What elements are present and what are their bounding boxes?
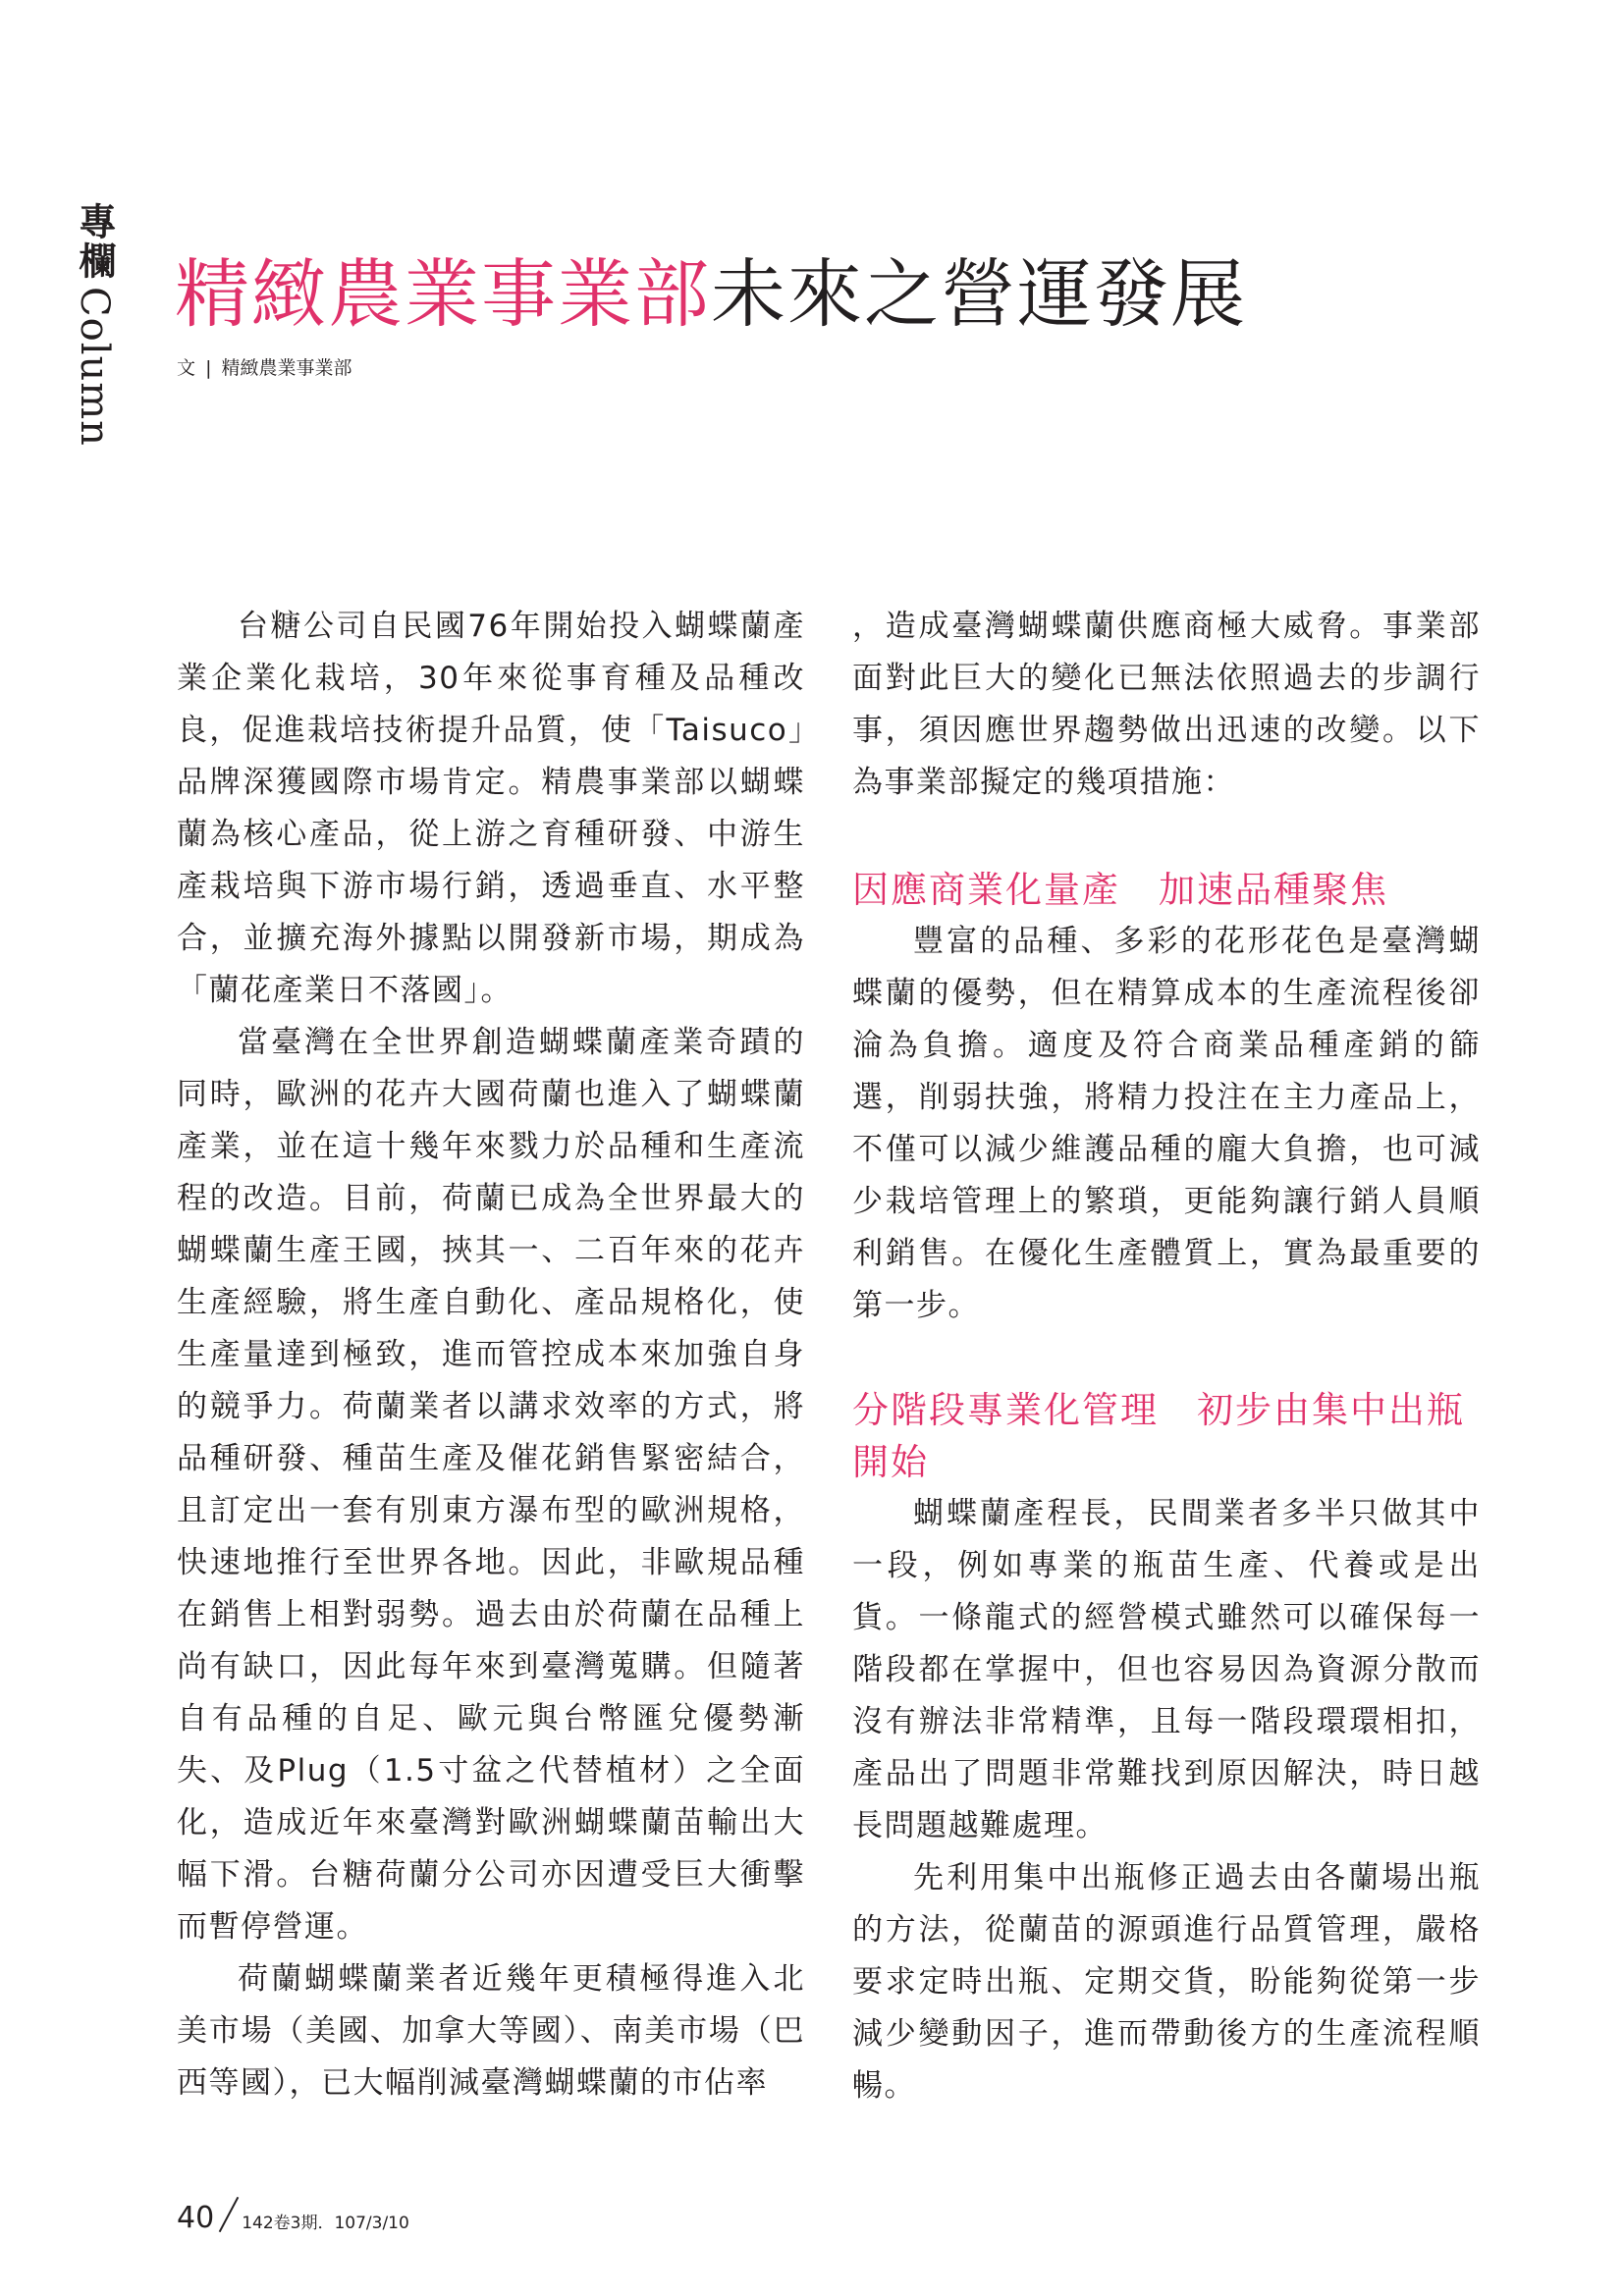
byline bbox=[177, 353, 352, 380]
section-heading: 分階段專業化管理 初步由集中出瓶開始 bbox=[852, 1389, 1465, 1483]
byline-prefix: 文 bbox=[177, 357, 196, 379]
right-column bbox=[852, 601, 1481, 2112]
footer-divider bbox=[219, 2197, 240, 2232]
body-paragraph: ，造成臺灣蝴蝶蘭供應商極大威脅。事業部面對此巨大的變化已無法依照過去的步調行事，須因應世界趨勢做出迅速的改變。以下為事業部擬定的幾項措施： bbox=[852, 609, 1481, 800]
body-paragraph: 當臺灣在全世界創造蝴蝶蘭產業奇蹟的同時，歐洲的花卉大國荷蘭也進入了蝴蝶蘭產業，並在這十幾年來戮力於品種和生產流程的改造。目前，荷蘭已成為全世界最大的蝴蝶蘭生產王國，挾其一、二百年來的花卉生產經驗，將生產自動化、產品規格化，使生產量達到極致，進而管控成本來加強自身的競爭力。荷蘭業者以講求效率的方式，將品種研發、種苗生產及催花銷售緊密結合，且訂定出一套有別東方瀑布型的歐洲規格，快速地推行至世界各地。因此，非歐規品種在銷售上相對弱勢。過去由於荷蘭在品種上尚有缺口，因此每年來到臺灣蒐購。但隨著自有品種的自足、歐元與台幣匯兌優勢漸失、及Plug（1.5寸盆之代替植材）之全面化，造成近年來臺灣對歐洲蝴蝶蘭苗輸出大幅下滑。台糖荷蘭分公司亦因遭受巨大衝擊而暫停營運。 bbox=[177, 1025, 805, 1945]
section-label-english: Column bbox=[72, 287, 117, 447]
body-paragraph: 荷蘭蝴蝶蘭業者近幾年更積極得進入北美市場（美國、加拿大等國）、南美市場（巴西等國），已大幅削減臺灣蝴蝶蘭的市佔率 bbox=[177, 1961, 805, 2101]
body-paragraph: 蝴蝶蘭產程長，民間業者多半只做其中一段，例如專業的瓶苗生產、代養或是出貨。一條龍式的經營模式雖然可以確保每一階段都在掌握中，但也容易因為資源分散而沒有辦法非常精準，且每一階段環環相扣，產品出了問題非常難找到原因解決，時日越長問題越難處理。 bbox=[852, 1496, 1481, 1843]
article-title-rest: 未來之營運發展 bbox=[711, 250, 1247, 338]
section-label-chinese: 專欄 bbox=[73, 202, 117, 281]
body-paragraph: 豐富的品種、多彩的花形花色是臺灣蝴蝶蘭的優勢，但在精算成本的生產流程後卻淪為負擔。適度及符合商業品種產銷的篩選，削弱扶強，將精力投注在主力產品上，不僅可以減少維護品種的龐大負擔，也可減少栽培管理上的繁瑣，更能夠讓行銷人員順利銷售。在優化生產體質上，實為最重要的第一步。 bbox=[852, 924, 1481, 1323]
section-heading: 因應商業化量產 加速品種聚焦 bbox=[852, 869, 1388, 911]
article-title-highlight: 精緻農業事業部 bbox=[175, 250, 711, 338]
page-number: 40 bbox=[177, 2201, 215, 2235]
article-title bbox=[175, 247, 1247, 342]
issue-info: 142卷3期．107/3/10 bbox=[242, 2214, 409, 2233]
body-paragraph: 先利用集中出瓶修正過去由各蘭場出瓶的方法，從蘭苗的源頭進行品質管理，嚴格要求定時出瓶、定期交貨，盼能夠從第一步減少變動因子，進而帶動後方的生產流程順暢。 bbox=[852, 1860, 1481, 2104]
left-column bbox=[177, 601, 805, 2109]
byline-author: 精緻農業事業部 bbox=[221, 357, 352, 379]
column-section-label bbox=[72, 202, 117, 447]
body-paragraph: 台糖公司自民國76年開始投入蝴蝶蘭產業企業化栽培，30年來從事育種及品種改良，促進栽培技術提升品質，使「Taisuco」品牌深獲國際市場肯定。精農事業部以蝴蝶蘭為核心產品，從上游之育種研發、中游生產栽培與下游市場行銷，透過垂直、水平整合，並擴充海外據點以開發新市場，期成為「蘭花產業日不落國」。 bbox=[177, 609, 805, 1008]
byline-separator: | bbox=[205, 357, 212, 379]
page-footer bbox=[177, 2191, 409, 2234]
